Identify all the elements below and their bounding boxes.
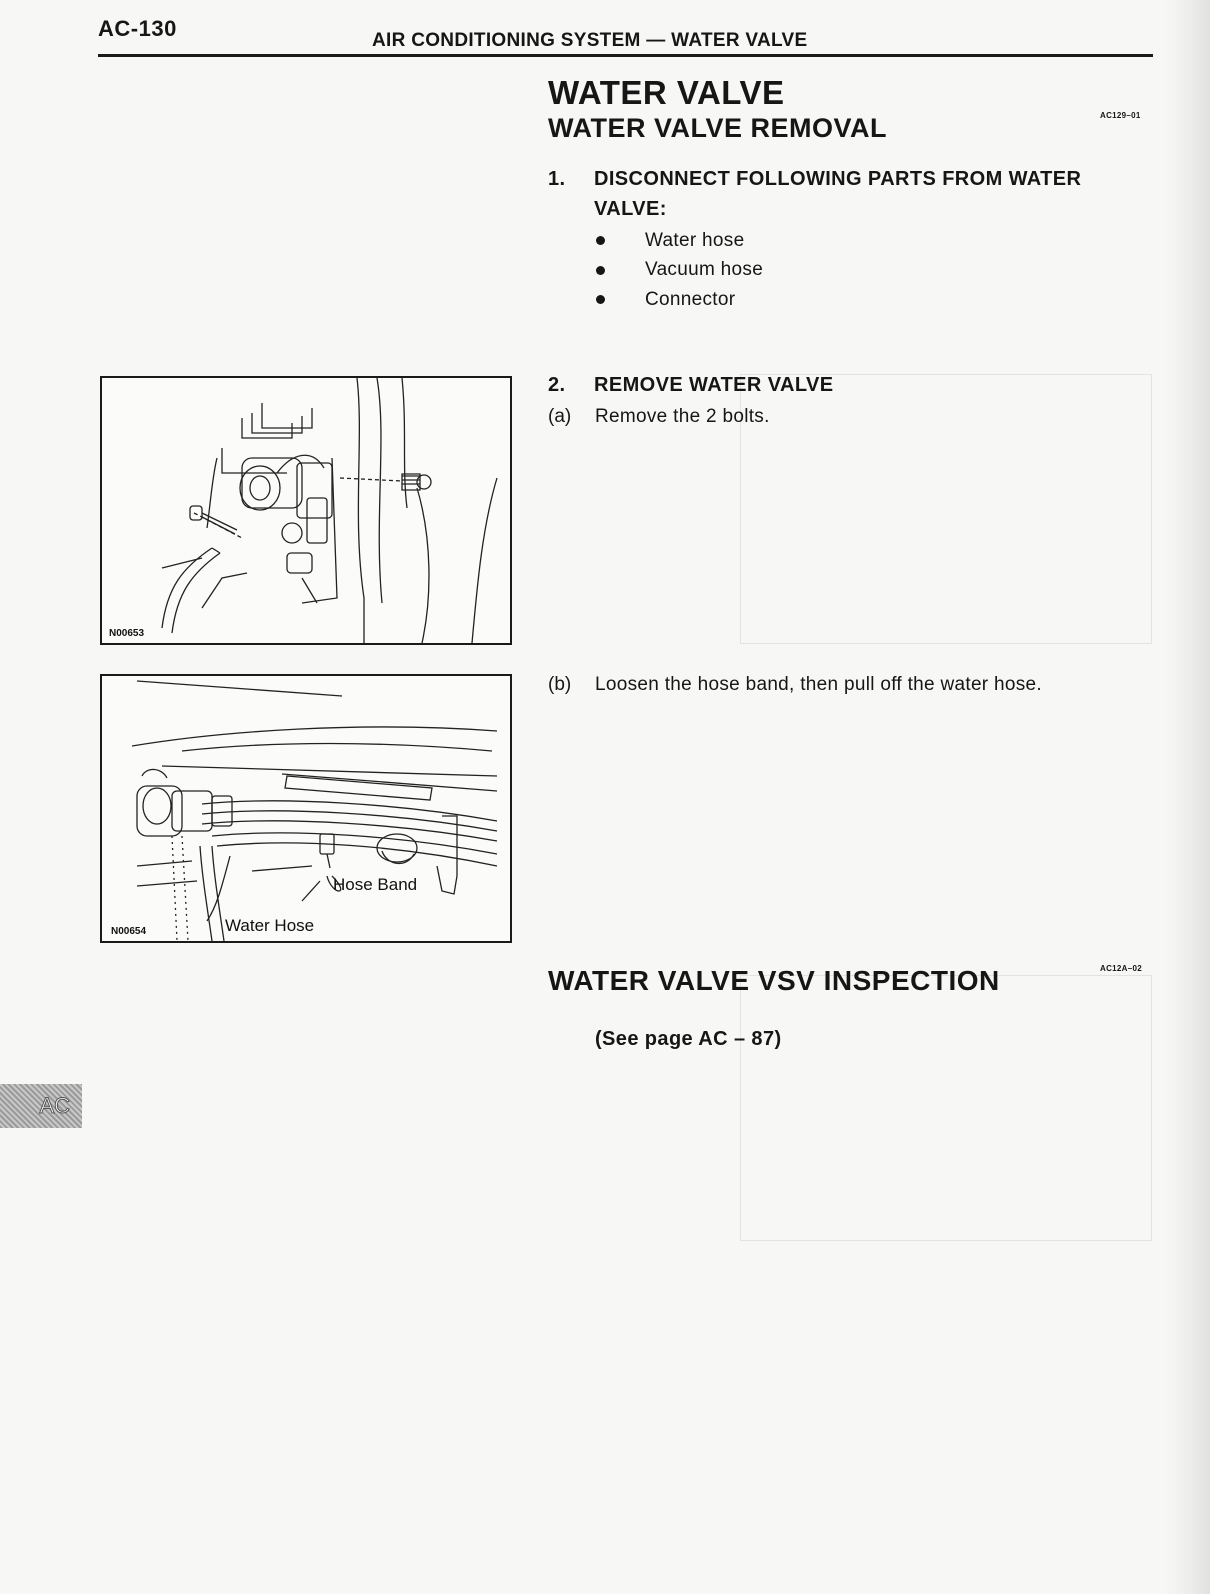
step-2-title: REMOVE WATER VALVE <box>594 374 834 396</box>
step-2-number: 2. <box>548 374 566 396</box>
page-edge-shadow <box>1164 0 1210 1594</box>
substep-a-label: (a) <box>548 406 572 427</box>
bullet-text: Vacuum hose <box>645 259 764 281</box>
vsv-inspection-title: WATER VALVE VSV INSPECTION <box>548 965 1000 996</box>
substep-a-text: Remove the 2 bolts. <box>595 406 770 427</box>
figure-id: N00653 <box>109 628 145 639</box>
bullet-icon <box>596 236 605 245</box>
figure-water-valve-bolts <box>100 376 512 645</box>
vsv-code: AC12A–02 <box>1100 964 1142 973</box>
running-header: AIR CONDITIONING SYSTEM — WATER VALVE <box>372 30 808 51</box>
page-number: AC-130 <box>98 16 177 41</box>
substep-b-label: (b) <box>548 674 572 695</box>
bullet-icon <box>596 266 605 275</box>
section-code: AC129–01 <box>1100 111 1141 120</box>
bullet-text: Water hose <box>645 229 745 251</box>
header-rule <box>98 54 1153 57</box>
list-item <box>594 285 763 315</box>
subsection-title: WATER VALVE REMOVAL <box>548 113 887 143</box>
figure-hose-band <box>100 674 512 943</box>
step-1-title-line1: DISCONNECT FOLLOWING PARTS FROM WATER <box>594 168 1082 190</box>
substep-b-text: Loosen the hose band, then pull off the water hose. <box>595 674 1042 695</box>
list-item <box>594 256 763 286</box>
bullet-icon <box>596 295 605 304</box>
see-page-reference: (See page AC – 87) <box>595 1028 782 1050</box>
step-1-number: 1. <box>548 168 566 190</box>
section-title: WATER VALVE <box>548 74 785 111</box>
section-side-tab <box>0 1084 82 1128</box>
hose-band-illustration <box>102 676 510 941</box>
figure-id: N00654 <box>111 926 147 937</box>
hose-band-callout: Hose Band <box>333 875 418 894</box>
bleed-through-box <box>740 975 1152 1241</box>
bullet-text: Connector <box>645 288 736 310</box>
water-valve-bolts-illustration <box>102 378 510 643</box>
bleed-through-box <box>740 374 1152 644</box>
water-hose-callout: Water Hose <box>225 916 315 935</box>
step-1-bullet-list <box>594 226 763 315</box>
side-tab-label: AC <box>39 1093 70 1118</box>
list-item <box>594 226 763 256</box>
step-1-title-line2: VALVE: <box>594 198 667 220</box>
